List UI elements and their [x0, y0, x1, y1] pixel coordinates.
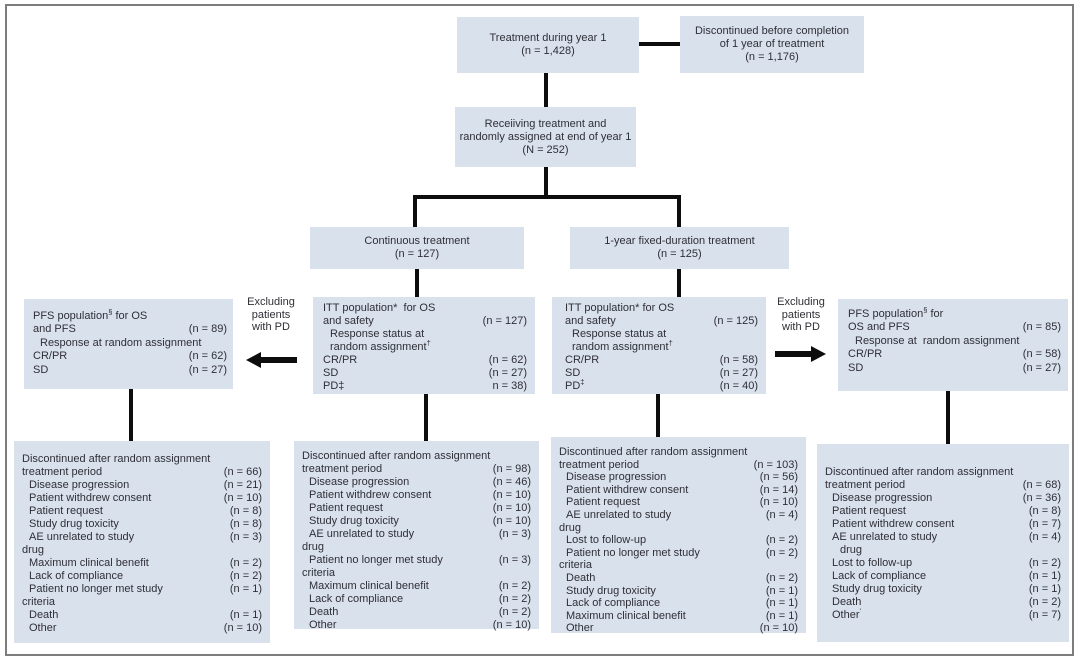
text-line: with PD	[782, 321, 820, 333]
text-line: patients	[781, 308, 821, 321]
text-line: with PD	[252, 321, 290, 333]
connector-pfsleft-to-discontinued	[129, 389, 133, 441]
flow-row: AE unrelated to study (n = 3)	[309, 528, 531, 540]
box-discontinued-before-completion	[680, 16, 864, 73]
flow-row: PFS population§ for	[848, 305, 944, 320]
flow-row: Death (n = 2)	[309, 606, 531, 618]
flow-row: Disease progression (n = 56)	[566, 471, 798, 484]
text-line: Excluding	[777, 296, 825, 308]
flow-row: Patient request (n = 8)	[29, 505, 262, 517]
arrow-left-icon	[246, 352, 298, 368]
label-excluding-patients-left	[238, 296, 304, 334]
flow-row: CR/PR (n = 62)	[323, 354, 527, 366]
flow-row: SD (n = 27)	[848, 361, 1061, 374]
connector-receiving-to-split	[544, 167, 548, 197]
flow-row: Lack of compliance (n = 1)	[832, 570, 1061, 582]
flow-row: Lack of compliance (n = 2)	[29, 570, 262, 582]
text-line: (n = 125)	[657, 248, 702, 260]
flow-row: Maximum clinical benefit (n = 1)	[566, 609, 798, 622]
flow-row: treatment period (n = 66)	[22, 466, 262, 478]
box-treatment-year1	[457, 17, 639, 73]
connector-fixed-to-itt	[677, 269, 681, 297]
box-continuous-treatment	[310, 227, 524, 269]
text-line: (n = 127)	[394, 248, 440, 260]
flow-row: Response at random assignment	[40, 336, 202, 349]
flow-row: SD (n = 27)	[33, 363, 227, 376]
box-pfs-population-left	[24, 299, 233, 389]
flow-row: Other (n = 10)	[29, 622, 262, 634]
flow-row: and PFS (n = 89)	[33, 323, 227, 336]
box-discontinued-itt-left	[294, 441, 539, 629]
arrow-shaft	[259, 357, 297, 363]
arrow-right-icon	[774, 346, 826, 362]
text-line: Continuous treatment	[364, 235, 470, 247]
flow-row: criteria	[559, 559, 593, 572]
text-line: of 1 year of treatment	[719, 38, 825, 50]
flow-row: Disease progression (n = 36)	[832, 492, 1061, 504]
box-fixed-duration-treatment	[570, 227, 789, 269]
flow-row: Response status at	[330, 328, 425, 340]
flow-row: treatment period (n = 103)	[559, 458, 798, 471]
flow-row: Death (n = 1)	[29, 609, 262, 621]
arrow-head	[246, 352, 261, 368]
flow-row: Patient withdrew consent (n = 7)	[832, 518, 1061, 530]
flow-row: Disease progression (n = 46)	[309, 476, 531, 488]
flow-row: Response at random assignment	[855, 334, 1020, 347]
flow-row: Study drug toxicity (n = 1)	[832, 583, 1061, 595]
flow-row: drug	[559, 521, 582, 534]
arrow-head	[811, 346, 826, 362]
flow-row: random assignment†	[572, 338, 673, 353]
flow-row: random assignment†	[330, 338, 431, 353]
flow-row: Response status at	[572, 328, 667, 340]
flow-row: Maximum clinical benefit (n = 2)	[309, 580, 531, 592]
flow-row: ITT population* for OS	[565, 302, 675, 314]
box-discontinued-pfs-right	[817, 444, 1069, 642]
flow-row: drug	[302, 541, 325, 553]
flow-row: ITT population* for OS	[323, 302, 436, 314]
connector-split-bar	[413, 195, 681, 199]
text-line: Treatment during year 1	[489, 32, 607, 44]
flow-row: PD‡ n = 38)	[323, 380, 527, 392]
connector-split-to-fixed	[677, 195, 681, 227]
connector-top-to-receiving	[544, 73, 548, 107]
connector-ittright-to-discontinued	[656, 394, 660, 437]
flow-row: SD (n = 27)	[323, 367, 527, 379]
flow-row: Study drug toxicity (n = 8)	[29, 518, 262, 530]
flow-row: and safety (n = 127)	[323, 315, 527, 327]
flow-row: Patient withdrew consent (n = 10)	[29, 492, 262, 504]
flow-row: Discontinued after random assignment	[825, 466, 1014, 478]
connector-continuous-to-itt	[415, 269, 419, 297]
flow-row: criteria	[22, 596, 56, 608]
box-discontinued-pfs-left	[14, 441, 270, 643]
flow-row: PFS population§ for OS	[33, 307, 148, 322]
flow-row: Study drug toxicity (n = 10)	[309, 515, 531, 527]
flow-row: Lost to follow-up (n = 2)	[832, 557, 1061, 569]
flow-row: Death (n = 2)	[566, 571, 798, 584]
flow-row: Other (n = 10)	[309, 619, 531, 631]
text-line: (n = 1,428)	[521, 45, 575, 57]
flow-row: Patient no longer met study (n = 1)	[29, 583, 262, 595]
flow-row: Death (n = 2)	[832, 596, 1061, 608]
flow-row: Study drug toxicity (n = 1)	[566, 584, 798, 597]
text-line: Discontinued before completion	[694, 25, 850, 37]
box-pfs-population-right	[838, 299, 1068, 391]
label-excluding-patients-right	[768, 296, 834, 334]
box-itt-population-left	[313, 297, 535, 394]
connector-pfsright-to-discontinued	[946, 391, 950, 444]
flow-row: Other (n = 10)	[566, 622, 798, 635]
flow-row: Lost to follow-up (n = 2)	[566, 534, 798, 547]
flow-row: Patient withdrew consent (n = 14)	[566, 483, 798, 496]
flow-row: Patient request (n = 8)	[832, 505, 1061, 517]
box-discontinued-itt-right	[551, 437, 806, 633]
flow-row: Discontinued after random assignment	[302, 450, 491, 462]
flow-row: Lack of compliance (n = 2)	[309, 593, 531, 605]
flow-row: Patient request (n = 10)	[309, 502, 531, 514]
text-line: (N = 252)	[522, 143, 569, 156]
flow-row: PD‡ (n = 40)	[565, 377, 758, 392]
flow-row: Patient no longer met study (n = 3)	[309, 554, 531, 566]
text-line: (n = 1,176)	[745, 51, 799, 63]
flow-row: and safety (n = 125)	[565, 315, 758, 327]
flow-row: OS and PFS (n = 85)	[848, 321, 1061, 334]
flow-row: Lack of compliance (n = 1)	[566, 597, 798, 610]
flow-row: Other' (n = 7)	[832, 606, 1061, 621]
flow-row: treatment period (n = 98)	[302, 463, 531, 475]
connector-top-to-discontinued	[639, 42, 680, 46]
flow-row: Disease progression (n = 21)	[29, 479, 262, 491]
text-line: Receiiving treatment and	[484, 117, 607, 130]
box-itt-population-right	[552, 297, 766, 394]
flow-row: Maximum clinical benefit (n = 2)	[29, 557, 262, 569]
flow-row: CR/PR (n = 58)	[565, 354, 758, 366]
text-line: patients	[251, 308, 291, 321]
flow-row: drug	[22, 544, 45, 556]
box-receiving-randomized	[455, 107, 636, 167]
flow-row: AE unrelated to study (n = 4)	[566, 508, 798, 521]
text-line: randomly assigned at end of year 1	[459, 130, 632, 143]
connector-split-to-continuous	[413, 195, 417, 227]
flow-row: AE unrelated to study (n = 3)	[29, 531, 262, 543]
text-line: Excluding	[247, 296, 295, 308]
flow-row: Discontinued after random assignment	[559, 446, 748, 458]
flow-row: drug	[840, 544, 863, 556]
flow-row: criteria	[302, 567, 336, 579]
flow-row: Patient no longer met study (n = 2)	[566, 546, 798, 559]
flow-row: SD (n = 27)	[565, 367, 758, 379]
flow-row: AE unrelated to study (n = 4)	[832, 531, 1061, 543]
arrow-shaft	[775, 351, 813, 357]
connector-ittleft-to-discontinued	[424, 394, 428, 441]
flow-row: Discontinued after random assignment	[22, 453, 211, 465]
text-line: 1-year fixed-duration treatment	[604, 235, 755, 247]
flow-row: Patient request (n = 10)	[566, 496, 798, 509]
flow-row: CR/PR (n = 62)	[33, 350, 227, 363]
flow-row: CR/PR (n = 58)	[848, 348, 1061, 361]
flow-row: Patient withdrew consent (n = 10)	[309, 489, 531, 501]
flow-row: treatment period (n = 68)	[825, 479, 1061, 491]
